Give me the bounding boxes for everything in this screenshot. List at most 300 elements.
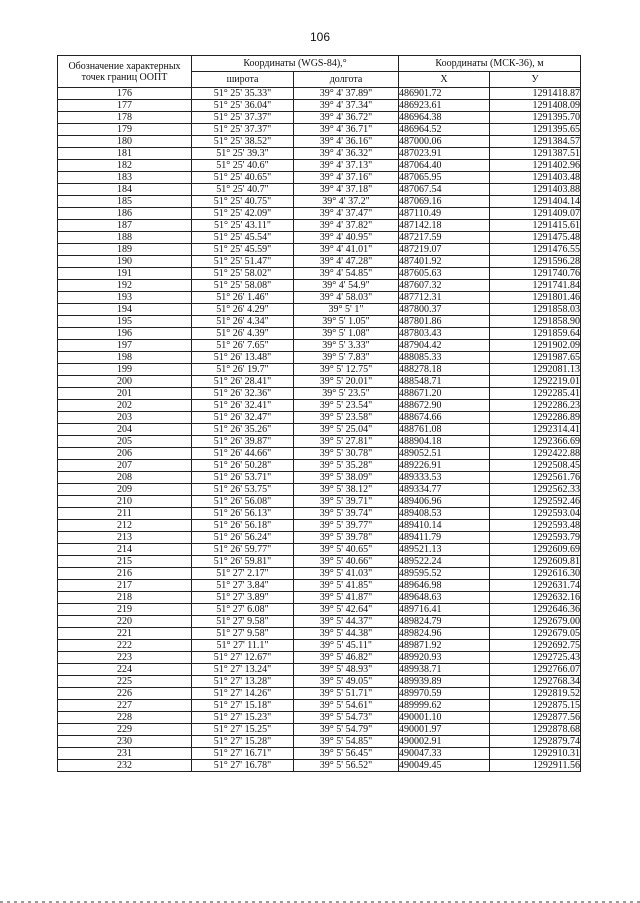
point-number: 218 (58, 592, 192, 604)
table-row (58, 652, 581, 664)
x-cell: 487217.59 (399, 232, 490, 244)
table-row (58, 436, 581, 448)
table-row (58, 688, 581, 700)
longitude-cell: 39° 4' 54.85" (294, 268, 399, 280)
x-cell: 489646.98 (399, 580, 490, 592)
longitude-cell: 39° 4' 37.89" (294, 88, 399, 100)
latitude-cell: 51° 25' 58.08" (192, 280, 294, 292)
y-cell: 1291740.76 (490, 268, 581, 280)
longitude-cell: 39° 4' 37.47" (294, 208, 399, 220)
point-number: 207 (58, 460, 192, 472)
longitude-cell: 39° 5' 41.87" (294, 592, 399, 604)
y-cell: 1292768.34 (490, 676, 581, 688)
header-latitude: широта (192, 72, 294, 88)
coordinates-table (57, 55, 581, 772)
table-row (58, 148, 581, 160)
point-number: 224 (58, 664, 192, 676)
latitude-cell: 51° 27' 15.18" (192, 700, 294, 712)
table-row (58, 496, 581, 508)
longitude-cell: 39° 5' 40.66" (294, 556, 399, 568)
longitude-cell: 39° 4' 36.72" (294, 112, 399, 124)
longitude-cell: 39° 4' 47.28" (294, 256, 399, 268)
point-number: 184 (58, 184, 192, 196)
latitude-cell: 51° 26' 44.66" (192, 448, 294, 460)
latitude-cell: 51° 26' 59.77" (192, 544, 294, 556)
latitude-cell: 51° 25' 45.54" (192, 232, 294, 244)
y-cell: 1292631.74 (490, 580, 581, 592)
y-cell: 1292285.41 (490, 388, 581, 400)
x-cell: 487000.06 (399, 136, 490, 148)
table-row (58, 568, 581, 580)
table-row (58, 448, 581, 460)
latitude-cell: 51° 25' 58.02" (192, 268, 294, 280)
point-number: 177 (58, 100, 192, 112)
y-cell: 1292879.74 (490, 736, 581, 748)
latitude-cell: 51° 27' 16.71" (192, 748, 294, 760)
latitude-cell: 51° 26' 56.18" (192, 520, 294, 532)
table-row (58, 112, 581, 124)
longitude-cell: 39° 5' 41.85" (294, 580, 399, 592)
y-cell: 1292366.69 (490, 436, 581, 448)
point-number: 190 (58, 256, 192, 268)
x-cell: 490002.91 (399, 736, 490, 748)
x-cell: 487605.63 (399, 268, 490, 280)
table-row (58, 760, 581, 772)
y-cell: 1291409.07 (490, 208, 581, 220)
longitude-cell: 39° 5' 54.79" (294, 724, 399, 736)
longitude-cell: 39° 5' 46.82" (294, 652, 399, 664)
header-point-label: Обозначение характерных точек границ ООПТ (58, 56, 192, 88)
point-number: 206 (58, 448, 192, 460)
latitude-cell: 51° 27' 3.84" (192, 580, 294, 592)
point-number: 185 (58, 196, 192, 208)
longitude-cell: 39° 5' 7.83" (294, 352, 399, 364)
y-cell: 1292616.30 (490, 568, 581, 580)
x-cell: 487800.37 (399, 304, 490, 316)
latitude-cell: 51° 25' 40.75" (192, 196, 294, 208)
x-cell: 489333.53 (399, 472, 490, 484)
latitude-cell: 51° 26' 28.41" (192, 376, 294, 388)
longitude-cell: 39° 5' 45.11" (294, 640, 399, 652)
x-cell: 490049.45 (399, 760, 490, 772)
x-cell: 489595.52 (399, 568, 490, 580)
table-row (58, 376, 581, 388)
latitude-cell: 51° 27' 9.58" (192, 616, 294, 628)
latitude-cell: 51° 27' 14.26" (192, 688, 294, 700)
table-row (58, 244, 581, 256)
y-cell: 1292646.36 (490, 604, 581, 616)
table-row (58, 580, 581, 592)
x-cell: 487067.54 (399, 184, 490, 196)
longitude-cell: 39° 5' 40.65" (294, 544, 399, 556)
point-number: 176 (58, 88, 192, 100)
table-row (58, 532, 581, 544)
point-number: 200 (58, 376, 192, 388)
x-cell: 489824.96 (399, 628, 490, 640)
point-number: 203 (58, 412, 192, 424)
table-row (58, 628, 581, 640)
y-cell: 1292609.69 (490, 544, 581, 556)
table-row (58, 388, 581, 400)
x-cell: 489999.62 (399, 700, 490, 712)
longitude-cell: 39° 5' 3.33" (294, 340, 399, 352)
x-cell: 488761.08 (399, 424, 490, 436)
table-row (58, 604, 581, 616)
y-cell: 1291403.88 (490, 184, 581, 196)
table-row (58, 724, 581, 736)
point-number: 197 (58, 340, 192, 352)
point-number: 227 (58, 700, 192, 712)
table-row (58, 208, 581, 220)
x-cell: 486964.52 (399, 124, 490, 136)
latitude-cell: 51° 27' 16.78" (192, 760, 294, 772)
point-number: 226 (58, 688, 192, 700)
point-number: 217 (58, 580, 192, 592)
latitude-cell: 51° 26' 39.87" (192, 436, 294, 448)
x-cell: 488278.18 (399, 364, 490, 376)
table-row (58, 700, 581, 712)
x-cell: 489521.13 (399, 544, 490, 556)
table-row (58, 460, 581, 472)
y-cell: 1292725.43 (490, 652, 581, 664)
x-cell: 486923.61 (399, 100, 490, 112)
table-row (58, 736, 581, 748)
latitude-cell: 51° 25' 43.11" (192, 220, 294, 232)
table-row (58, 256, 581, 268)
point-number: 210 (58, 496, 192, 508)
point-number: 209 (58, 484, 192, 496)
latitude-cell: 51° 26' 56.13" (192, 508, 294, 520)
point-number: 223 (58, 652, 192, 664)
longitude-cell: 39° 4' 37.18" (294, 184, 399, 196)
latitude-cell: 51° 26' 53.75" (192, 484, 294, 496)
longitude-cell: 39° 5' 48.93" (294, 664, 399, 676)
latitude-cell: 51° 25' 35.33" (192, 88, 294, 100)
y-cell: 1292766.07 (490, 664, 581, 676)
table-row (58, 172, 581, 184)
table-row (58, 340, 581, 352)
x-cell: 487065.95 (399, 172, 490, 184)
table-row (58, 676, 581, 688)
point-number: 220 (58, 616, 192, 628)
table-row (58, 100, 581, 112)
point-number: 191 (58, 268, 192, 280)
x-cell: 490001.97 (399, 724, 490, 736)
coordinates-body (58, 88, 581, 772)
longitude-cell: 39° 5' 25.04" (294, 424, 399, 436)
longitude-cell: 39° 5' 1.05" (294, 316, 399, 328)
latitude-cell: 51° 27' 3.89" (192, 592, 294, 604)
x-cell: 489824.79 (399, 616, 490, 628)
x-cell: 489410.14 (399, 520, 490, 532)
longitude-cell: 39° 5' 23.5" (294, 388, 399, 400)
y-cell: 1292592.46 (490, 496, 581, 508)
longitude-cell: 39° 4' 40.95" (294, 232, 399, 244)
x-cell: 487069.16 (399, 196, 490, 208)
latitude-cell: 51° 27' 13.28" (192, 676, 294, 688)
latitude-cell: 51° 26' 50.28" (192, 460, 294, 472)
latitude-cell: 51° 26' 32.41" (192, 400, 294, 412)
point-number: 213 (58, 532, 192, 544)
longitude-cell: 39° 5' 39.78" (294, 532, 399, 544)
longitude-cell: 39° 5' 39.74" (294, 508, 399, 520)
longitude-cell: 39° 4' 54.9" (294, 280, 399, 292)
header-msk36: Координаты (МСК-36), м (399, 56, 581, 72)
y-cell: 1291741.84 (490, 280, 581, 292)
latitude-cell: 51° 26' 13.48" (192, 352, 294, 364)
longitude-cell: 39° 5' 41.03" (294, 568, 399, 580)
y-cell: 1292593.79 (490, 532, 581, 544)
x-cell: 489871.92 (399, 640, 490, 652)
table-row (58, 280, 581, 292)
y-cell: 1291987.65 (490, 352, 581, 364)
point-number: 215 (58, 556, 192, 568)
point-number: 205 (58, 436, 192, 448)
table-row (58, 712, 581, 724)
y-cell: 1291402.96 (490, 160, 581, 172)
point-number: 198 (58, 352, 192, 364)
y-cell: 1292609.81 (490, 556, 581, 568)
x-cell: 489052.51 (399, 448, 490, 460)
point-number: 187 (58, 220, 192, 232)
latitude-cell: 51° 27' 15.28" (192, 736, 294, 748)
x-cell: 490047.33 (399, 748, 490, 760)
longitude-cell: 39° 5' 1" (294, 304, 399, 316)
table-row (58, 520, 581, 532)
page-number: 106 (309, 30, 331, 44)
table-row (58, 292, 581, 304)
longitude-cell: 39° 5' 20.01" (294, 376, 399, 388)
latitude-cell: 51° 26' 19.7" (192, 364, 294, 376)
longitude-cell: 39° 4' 37.13" (294, 160, 399, 172)
longitude-cell: 39° 5' 27.81" (294, 436, 399, 448)
table-row (58, 484, 581, 496)
latitude-cell: 51° 26' 32.36" (192, 388, 294, 400)
point-number: 202 (58, 400, 192, 412)
y-cell: 1291415.61 (490, 220, 581, 232)
y-cell: 1292877.56 (490, 712, 581, 724)
y-cell: 1292632.16 (490, 592, 581, 604)
table-row (58, 544, 581, 556)
table-row (58, 184, 581, 196)
longitude-cell: 39° 5' 38.09" (294, 472, 399, 484)
latitude-cell: 51° 27' 15.23" (192, 712, 294, 724)
table-row (58, 664, 581, 676)
point-number: 178 (58, 112, 192, 124)
point-number: 188 (58, 232, 192, 244)
point-number: 192 (58, 280, 192, 292)
point-number: 216 (58, 568, 192, 580)
x-cell: 489226.91 (399, 460, 490, 472)
longitude-cell: 39° 5' 23.58" (294, 412, 399, 424)
x-cell: 489970.59 (399, 688, 490, 700)
y-cell: 1291395.65 (490, 124, 581, 136)
x-cell: 489939.89 (399, 676, 490, 688)
latitude-cell: 51° 26' 32.47" (192, 412, 294, 424)
y-cell: 1292286.23 (490, 400, 581, 412)
y-cell: 1291801.46 (490, 292, 581, 304)
x-cell: 487801.86 (399, 316, 490, 328)
latitude-cell: 51° 25' 45.59" (192, 244, 294, 256)
point-number: 181 (58, 148, 192, 160)
latitude-cell: 51° 25' 37.37" (192, 112, 294, 124)
point-number: 231 (58, 748, 192, 760)
table-row (58, 412, 581, 424)
latitude-cell: 51° 25' 40.65" (192, 172, 294, 184)
x-cell: 488548.71 (399, 376, 490, 388)
latitude-cell: 51° 26' 53.71" (192, 472, 294, 484)
latitude-cell: 51° 26' 56.08" (192, 496, 294, 508)
point-number: 204 (58, 424, 192, 436)
table-row (58, 88, 581, 100)
table-row (58, 364, 581, 376)
point-number: 219 (58, 604, 192, 616)
latitude-cell: 51° 26' 59.81" (192, 556, 294, 568)
point-number: 221 (58, 628, 192, 640)
point-number: 211 (58, 508, 192, 520)
latitude-cell: 51° 25' 51.47" (192, 256, 294, 268)
x-cell: 489648.63 (399, 592, 490, 604)
y-cell: 1292878.68 (490, 724, 581, 736)
x-cell: 488085.33 (399, 352, 490, 364)
longitude-cell: 39° 4' 37.16" (294, 172, 399, 184)
x-cell: 487401.92 (399, 256, 490, 268)
longitude-cell: 39° 5' 44.38" (294, 628, 399, 640)
point-number: 214 (58, 544, 192, 556)
table-row (58, 232, 581, 244)
y-cell: 1292819.52 (490, 688, 581, 700)
latitude-cell: 51° 27' 15.25" (192, 724, 294, 736)
header-wgs84: Координаты (WGS-84),° (192, 56, 399, 72)
latitude-cell: 51° 25' 42.09" (192, 208, 294, 220)
y-cell: 1292081.13 (490, 364, 581, 376)
longitude-cell: 39° 4' 37.2" (294, 196, 399, 208)
y-cell: 1292593.48 (490, 520, 581, 532)
x-cell: 487142.18 (399, 220, 490, 232)
y-cell: 1291387.51 (490, 148, 581, 160)
x-cell: 487607.32 (399, 280, 490, 292)
table-row (58, 352, 581, 364)
x-cell: 489411.79 (399, 532, 490, 544)
table-row (58, 424, 581, 436)
header-row-groups (58, 56, 581, 72)
y-cell: 1291902.09 (490, 340, 581, 352)
point-number: 180 (58, 136, 192, 148)
y-cell: 1291395.70 (490, 112, 581, 124)
longitude-cell: 39° 5' 49.05" (294, 676, 399, 688)
latitude-cell: 51° 25' 36.04" (192, 100, 294, 112)
table-row (58, 616, 581, 628)
table-row (58, 136, 581, 148)
y-cell: 1291858.90 (490, 316, 581, 328)
latitude-cell: 51° 26' 7.65" (192, 340, 294, 352)
point-number: 222 (58, 640, 192, 652)
x-cell: 489406.96 (399, 496, 490, 508)
latitude-cell: 51° 25' 37.37" (192, 124, 294, 136)
table-row (58, 220, 581, 232)
table-row (58, 196, 581, 208)
table-row (58, 124, 581, 136)
longitude-cell: 39° 5' 54.73" (294, 712, 399, 724)
longitude-cell: 39° 5' 35.28" (294, 460, 399, 472)
longitude-cell: 39° 4' 41.01" (294, 244, 399, 256)
latitude-cell: 51° 27' 12.67" (192, 652, 294, 664)
x-cell: 489522.24 (399, 556, 490, 568)
longitude-cell: 39° 5' 54.85" (294, 736, 399, 748)
table-row (58, 748, 581, 760)
x-cell: 488671.20 (399, 388, 490, 400)
latitude-cell: 51° 27' 2.17" (192, 568, 294, 580)
latitude-cell: 51° 27' 9.58" (192, 628, 294, 640)
header-x: X (399, 72, 490, 88)
y-cell: 1291475.48 (490, 232, 581, 244)
table-row (58, 508, 581, 520)
point-number: 225 (58, 676, 192, 688)
longitude-cell: 39° 5' 1.08" (294, 328, 399, 340)
longitude-cell: 39° 4' 37.34" (294, 100, 399, 112)
x-cell: 486901.72 (399, 88, 490, 100)
y-cell: 1292910.31 (490, 748, 581, 760)
x-cell: 488674.66 (399, 412, 490, 424)
longitude-cell: 39° 4' 36.71" (294, 124, 399, 136)
longitude-cell: 39° 5' 51.71" (294, 688, 399, 700)
x-cell: 488904.18 (399, 436, 490, 448)
point-number: 196 (58, 328, 192, 340)
latitude-cell: 51° 27' 6.08" (192, 604, 294, 616)
latitude-cell: 51° 27' 13.24" (192, 664, 294, 676)
table-row (58, 640, 581, 652)
y-cell: 1291596.28 (490, 256, 581, 268)
y-cell: 1292692.75 (490, 640, 581, 652)
point-number: 230 (58, 736, 192, 748)
x-cell: 486964.38 (399, 112, 490, 124)
y-cell: 1292219.01 (490, 376, 581, 388)
latitude-cell: 51° 26' 56.24" (192, 532, 294, 544)
y-cell: 1292508.45 (490, 460, 581, 472)
point-number: 179 (58, 124, 192, 136)
y-cell: 1291384.57 (490, 136, 581, 148)
y-cell: 1292562.33 (490, 484, 581, 496)
y-cell: 1292679.05 (490, 628, 581, 640)
x-cell: 490001.10 (399, 712, 490, 724)
y-cell: 1291403.48 (490, 172, 581, 184)
table-row (58, 592, 581, 604)
y-cell: 1291859.64 (490, 328, 581, 340)
x-cell: 487110.49 (399, 208, 490, 220)
longitude-cell: 39° 5' 39.77" (294, 520, 399, 532)
x-cell: 487023.91 (399, 148, 490, 160)
x-cell: 489920.93 (399, 652, 490, 664)
longitude-cell: 39° 5' 44.37" (294, 616, 399, 628)
latitude-cell: 51° 26' 4.39" (192, 328, 294, 340)
point-number: 208 (58, 472, 192, 484)
y-cell: 1292561.76 (490, 472, 581, 484)
latitude-cell: 51° 26' 35.26" (192, 424, 294, 436)
table-row (58, 328, 581, 340)
latitude-cell: 51° 26' 1.46" (192, 292, 294, 304)
y-cell: 1292422.88 (490, 448, 581, 460)
latitude-cell: 51° 25' 40.7" (192, 184, 294, 196)
x-cell: 487219.07 (399, 244, 490, 256)
longitude-cell: 39° 5' 42.64" (294, 604, 399, 616)
point-number: 228 (58, 712, 192, 724)
table-row (58, 400, 581, 412)
latitude-cell: 51° 25' 39.3" (192, 148, 294, 160)
point-number: 195 (58, 316, 192, 328)
longitude-cell: 39° 4' 37.82" (294, 220, 399, 232)
x-cell: 488672.90 (399, 400, 490, 412)
point-number: 189 (58, 244, 192, 256)
